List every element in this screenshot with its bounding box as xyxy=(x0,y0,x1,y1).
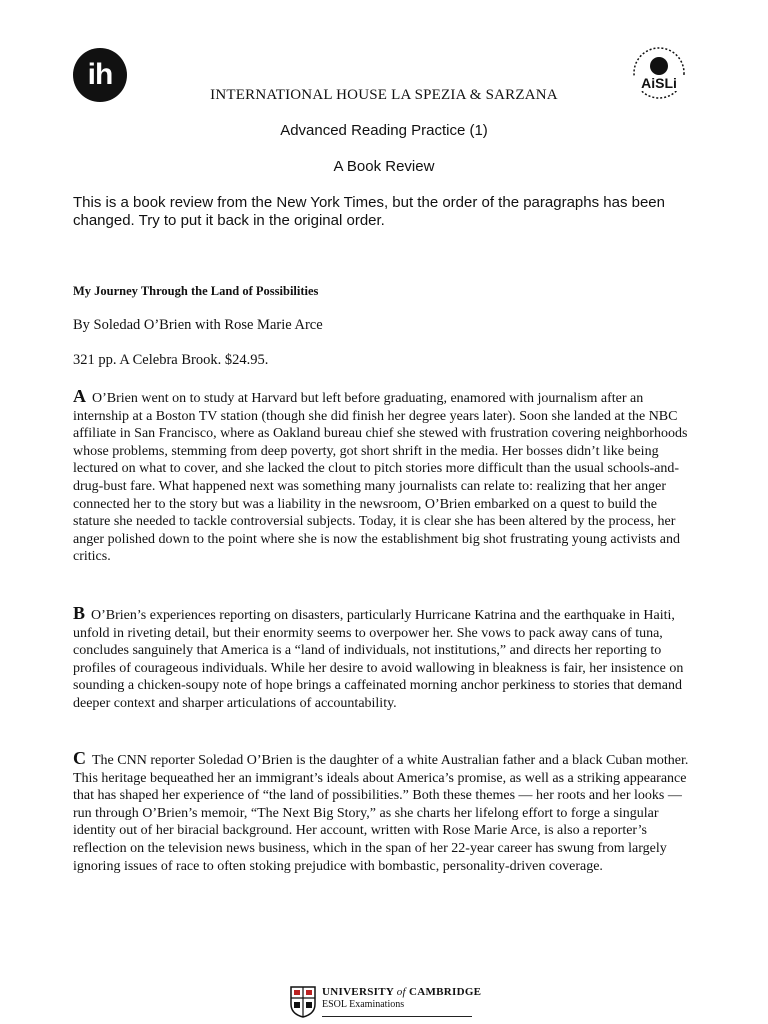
paragraph-b xyxy=(73,605,696,713)
intro-text: This is a book review from the New York Times, but the order of the paragraphs has been changed. Try to put it back in the original order. xyxy=(73,194,665,229)
cambridge-logo xyxy=(290,986,481,1018)
book-title: My Journey Through the Land of Possibilities xyxy=(73,284,319,298)
paragraph-text: O’Brien went on to study at Harvard but left before graduating, enamored with journalism after an internship at a Boston TV station (though she did finish her degree years later). Soon she landed at the NBC affiliate in San Francisco, where as Oakland bureau chief she stewed with frustration covering neighborhoods whose problems, stemming from deep poverty, got short shrift in the media. Her bosses didn’t like being lectured on what to cover, and she lacked the clout to pitch stories more difficult than the usual schools-and-drug-bust fare. What happened next was something many journalists can relate to: realizing that her anger connected her to the story but was a liability in the newsroom, O’Brien embarked on a quest to build the stature she needed to tackle controversial subjects. Today, it is clear she has been altered by the process, her anger polished down to the point where she is now the establishment big shot frustrating young activists and critics. xyxy=(73,391,688,565)
book-details: 321 pp. A Celebra Brook. $24.95. xyxy=(73,352,269,368)
school-name: INTERNATIONAL HOUSE LA SPEZIA & SARZANA xyxy=(210,87,558,103)
practice-title: Advanced Reading Practice (1) xyxy=(280,122,488,139)
paragraph-letter: B xyxy=(73,603,86,623)
footer-rule xyxy=(322,1016,472,1017)
paragraph-text: O’Brien’s experiences reporting on disasters, particularly Hurricane Katrina and the earthquake in Haiti, unfold in riveting detail, but their enormity seems to overpower her. She vows to pack away cans of tuna, concludes sanguinely that America is a “land of individuals, not institutions,” and directs her reporting to profiles of courageous individuals. While her desire to avoid wallowing in bleakness is fair, her insistence on sounding a chicken-soupy note of hope brings a caffeinated morning anchor perkiness to stories that demand deeper context and sharper articulations of accountability. xyxy=(73,608,684,711)
book-author: By Soledad O’Brien with Rose Marie Arce xyxy=(73,317,323,333)
ih-logo: ih xyxy=(73,48,127,102)
university-name: UNIVERSITY of CAMBRIDGE xyxy=(322,986,482,998)
paragraph-letter: A xyxy=(73,386,86,406)
paragraph-text: The CNN reporter Soledad O’Brien is the daughter of a white Australian father and a black Cuban mother. This heritage bequeathed her an immigrant’s ideals about America’s promise, as well as a striking appearance that has shaped her experience of “the land of possibilities.” Both these themes — her roots and her looks — run through O’Brien’s memoir, “The Next Big Story,” as she charts her lifelong effort to forge a singular identity out of her biracial background. Her account, written with Rose Marie Arce, is also a reporter’s reflection on the television news business, which in the span of her 22-year career has swung from largely ignoring issues of race to often stoking prejudice with bombastic, personality-driven coverage. xyxy=(73,753,689,874)
cambridge-shield-icon xyxy=(290,986,316,1018)
paragraph-letter: C xyxy=(73,748,86,768)
esol-label: ESOL Examinations xyxy=(322,999,405,1010)
review-title: A Book Review xyxy=(333,158,435,175)
paragraph-c xyxy=(73,750,696,875)
paragraph-a xyxy=(73,388,696,566)
aisli-logo-text: AiSLi xyxy=(641,75,677,91)
